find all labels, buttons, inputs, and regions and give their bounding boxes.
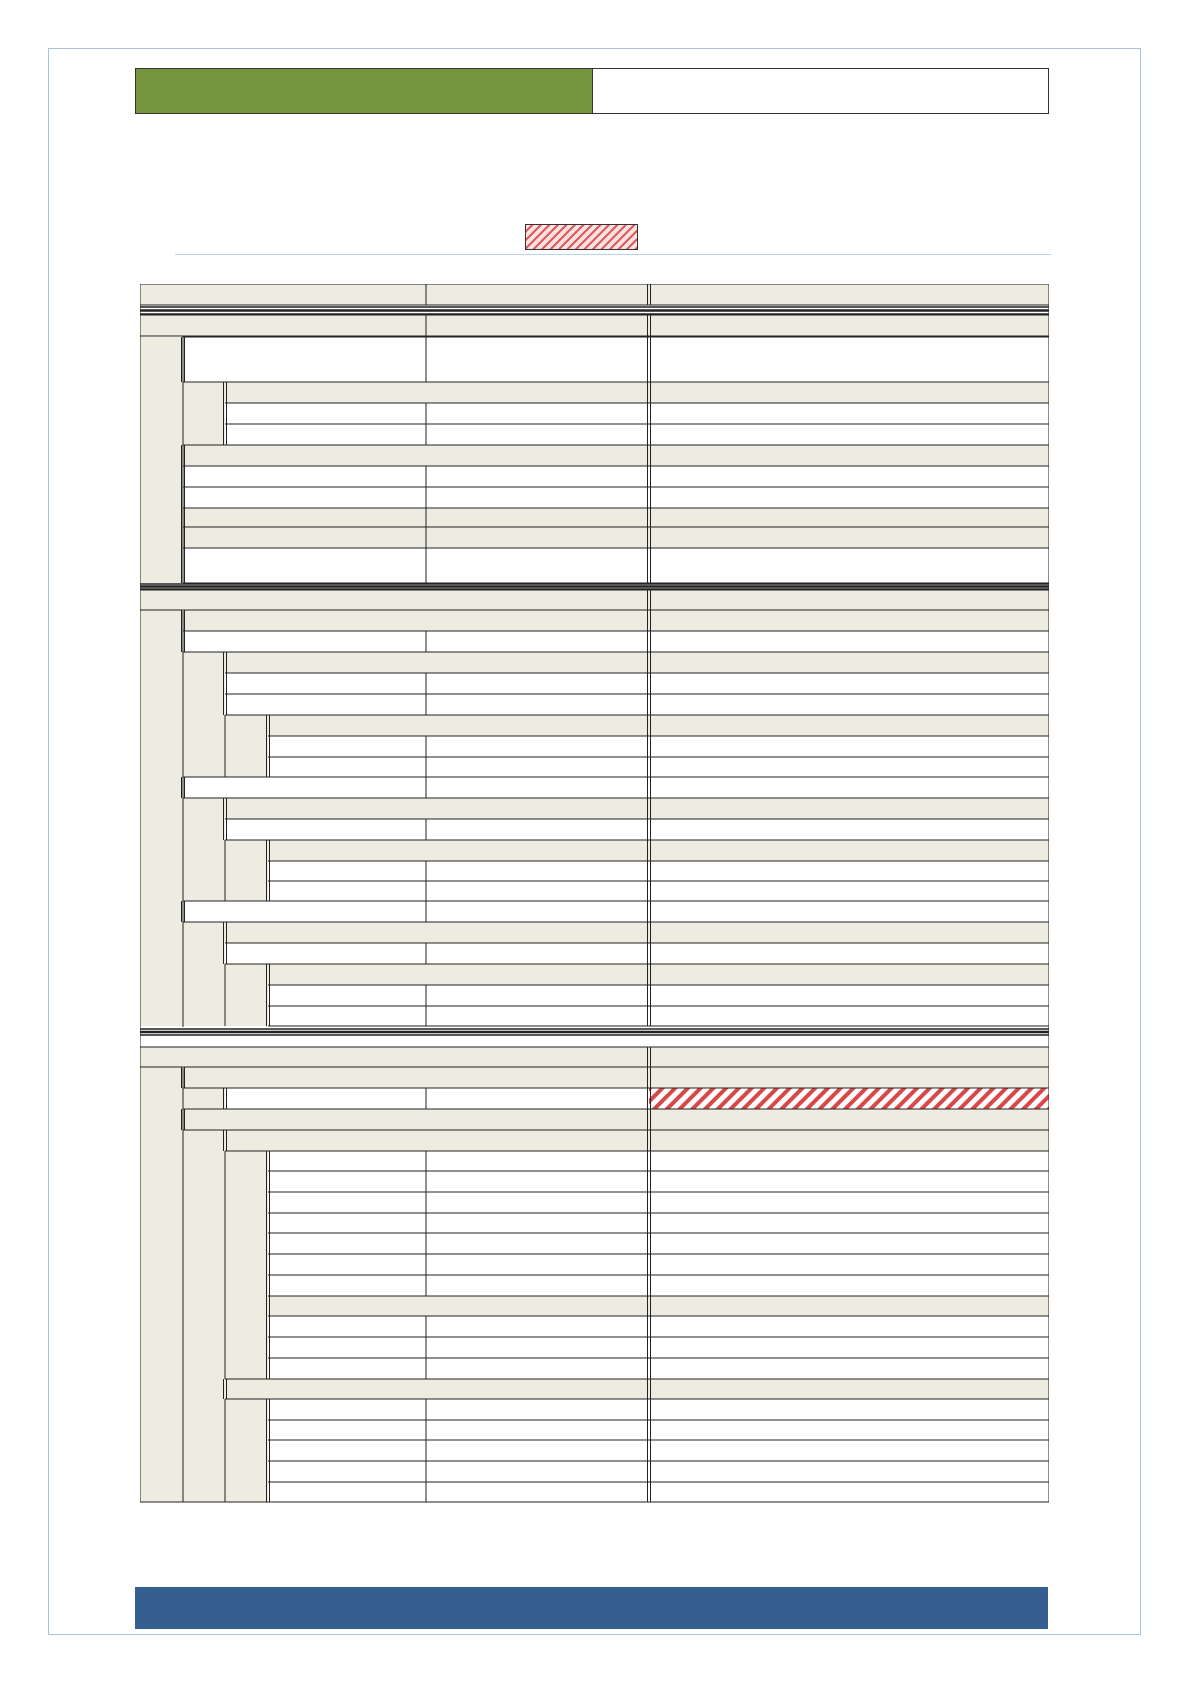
indent-gutter	[140, 1254, 268, 1275]
section-row	[140, 590, 1049, 610]
requirements-table	[140, 284, 1049, 1540]
indent-gutter	[140, 715, 268, 736]
indent-gutter	[140, 487, 183, 508]
section-row	[225, 798, 1049, 819]
section-row	[225, 1379, 1049, 1399]
section-row	[183, 1109, 1049, 1130]
indent-gutter	[140, 337, 183, 382]
indent-gutter	[140, 1358, 268, 1379]
indent-gutter	[140, 508, 183, 527]
requirements-table-grid	[140, 284, 1049, 1540]
indent-gutter	[140, 1275, 268, 1296]
indent-gutter	[140, 777, 183, 798]
section-row	[140, 315, 1049, 336]
indent-gutter	[140, 466, 183, 487]
section-row	[183, 610, 1049, 631]
indent-gutter	[140, 881, 268, 901]
indent-gutter	[140, 631, 183, 652]
indent-gutter	[140, 1006, 268, 1026]
indent-gutter	[140, 527, 183, 548]
section-row	[225, 922, 1049, 943]
indent-gutter	[140, 610, 183, 631]
indent-gutter	[140, 1171, 268, 1192]
indent-gutter	[140, 1337, 268, 1358]
indent-gutter	[140, 840, 268, 861]
indent-gutter	[140, 1067, 183, 1088]
indent-gutter	[140, 1151, 268, 1171]
indent-gutter	[140, 964, 268, 985]
indent-gutter	[140, 445, 183, 466]
flagged-legend-swatch	[525, 224, 638, 250]
indent-gutter	[140, 1420, 268, 1440]
flagged-cell-hatch	[649, 1088, 1049, 1109]
indent-gutter	[140, 1482, 268, 1502]
table-header-row	[140, 284, 1049, 305]
indent-gutter	[140, 757, 268, 777]
section-row	[183, 527, 1049, 548]
section-row	[183, 1067, 1049, 1088]
section-row	[268, 1296, 1049, 1316]
indent-gutter	[140, 1399, 268, 1420]
section-row	[140, 1047, 1049, 1067]
section-row	[225, 652, 1049, 673]
section-row	[268, 840, 1049, 861]
indent-gutter	[140, 1109, 183, 1130]
section-row	[268, 964, 1049, 985]
section-row	[183, 508, 1049, 527]
header-divider	[175, 254, 1051, 255]
indent-gutter	[140, 901, 183, 922]
indent-gutter	[140, 1296, 268, 1316]
indent-gutter	[140, 1316, 268, 1337]
indent-gutter	[140, 1440, 268, 1461]
indent-gutter	[140, 985, 268, 1006]
indent-gutter	[140, 1461, 268, 1482]
document-header-title-block	[135, 68, 593, 114]
indent-gutter	[140, 1192, 268, 1213]
indent-gutter	[140, 548, 183, 583]
document-header-info-block	[592, 68, 1049, 114]
table-cell	[225, 1088, 649, 1109]
indent-gutter	[140, 1233, 268, 1254]
section-row	[183, 445, 1049, 466]
footer-bar	[135, 1587, 1048, 1629]
indent-gutter	[140, 861, 268, 881]
indent-gutter	[140, 736, 268, 757]
section-row	[225, 382, 1049, 403]
section-row	[225, 1130, 1049, 1151]
section-row	[268, 715, 1049, 736]
indent-gutter	[140, 1213, 268, 1233]
